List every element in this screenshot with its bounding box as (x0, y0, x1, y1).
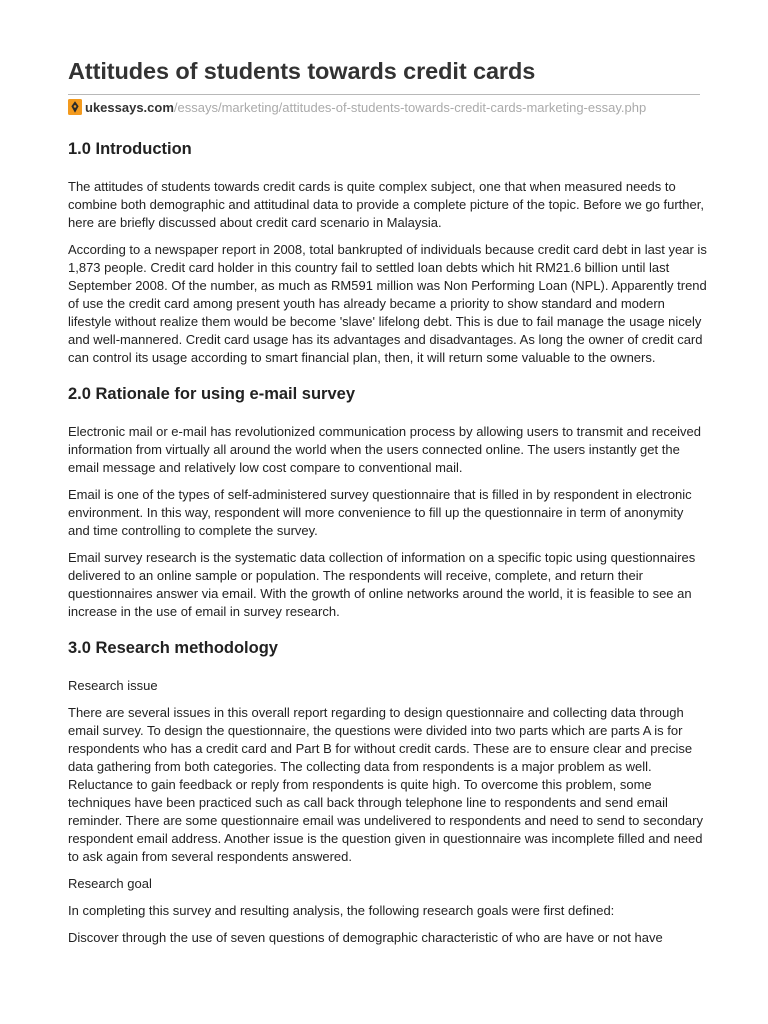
source-domain[interactable]: ukessays.com (85, 99, 174, 115)
paragraph: Electronic mail or e-mail has revolutionized communication process by allowing users to transmit and received information from virtually all around the world when the users connected online. The users instantly get the email message and relatively low cost compare to conventional mail. (68, 424, 701, 475)
title-divider (68, 94, 700, 95)
page-title: Attitudes of students towards credit cards (68, 58, 536, 84)
paragraph: Email survey research is the systematic data collection of information on a specific topic using questionnaires delivered to an online sample or population. The respondents will receive, complete, and return their questionnaires answer via email. With the growth of online networks around the world, it is feasible to see an increase in the use of email in survey research. (68, 550, 696, 619)
subheading-research-issue: Research issue (68, 678, 158, 693)
paragraph: Discover through the use of seven questions of demographic characteristic of who are have or not have (68, 930, 663, 945)
paragraph: Email is one of the types of self-administered survey questionnaire that is filled in by respondent in electronic environment. In this way, respondent will more convenience to fill up the questionnaire in term of anonymity and time controlling to complete the survey. (68, 487, 692, 538)
source-line (68, 99, 708, 115)
section-heading-rationale: 2.0 Rationale for using e-mail survey (68, 385, 356, 403)
document-body (68, 138, 708, 956)
paragraph: In completing this survey and resulting analysis, the following research goals were first defined: (68, 903, 615, 918)
section-heading-introduction: 1.0 Introduction (68, 140, 192, 158)
paragraph: According to a newspaper report in 2008, total bankrupted of individuals because credit card debt in last year is 1,873 people. Credit card holder in this country fail to settled loan debts which hit RM21.6 billion until last September 2008. Of the number, as much as RM591 million was Non Performing Loan (NPL). Apparently trend of use the credit card among present youth has already became a priority to show standard and modern lifestyle without realize them would be become 'slave' lifelong debt. This is due to fail manage the usage nicely and well-mannered. Credit card usage has its advantages and disadvantages. As long the owner of credit card can control its usage according to smart financial plan, then, it will return some valuable to the owners. (68, 242, 707, 365)
paragraph: There are several issues in this overall report regarding to design questionnaire and collecting data through email survey. To design the questionnaire, the questions were divided into two parts which are parts A is for respondents who has a credit card and Part B for without credit cards. These are to ensure clear and precise data gathering from both categories. The collecting data from respondents is a major problem as well. Reluctance to gain feedback or reply from respondents is quite high. To overcome this problem, some techniques have been practiced such as call back through telephone line to respondents and send email reminder. There are some questionnaire email was undelivered to respondents and need to send to secondary respondent email address. Another issue is the question given in questionnaire was incomplete filled and need to ask again from several respondents answered. (68, 705, 703, 864)
source-path[interactable]: /essays/marketing/attitudes-of-students-towards-credit-cards-marketing-essay.php (173, 99, 647, 115)
paragraph: The attitudes of students towards credit cards is quite complex subject, one that when measured needs to combine both demographic and attitudinal data to provide a complete picture of the topic. Before we go further, here are briefly discussed about credit card scenario in Malaysia. (68, 179, 704, 230)
ukessays-logo-icon (68, 99, 82, 115)
section-heading-methodology: 3.0 Research methodology (68, 639, 278, 657)
subheading-research-goal: Research goal (68, 876, 152, 891)
